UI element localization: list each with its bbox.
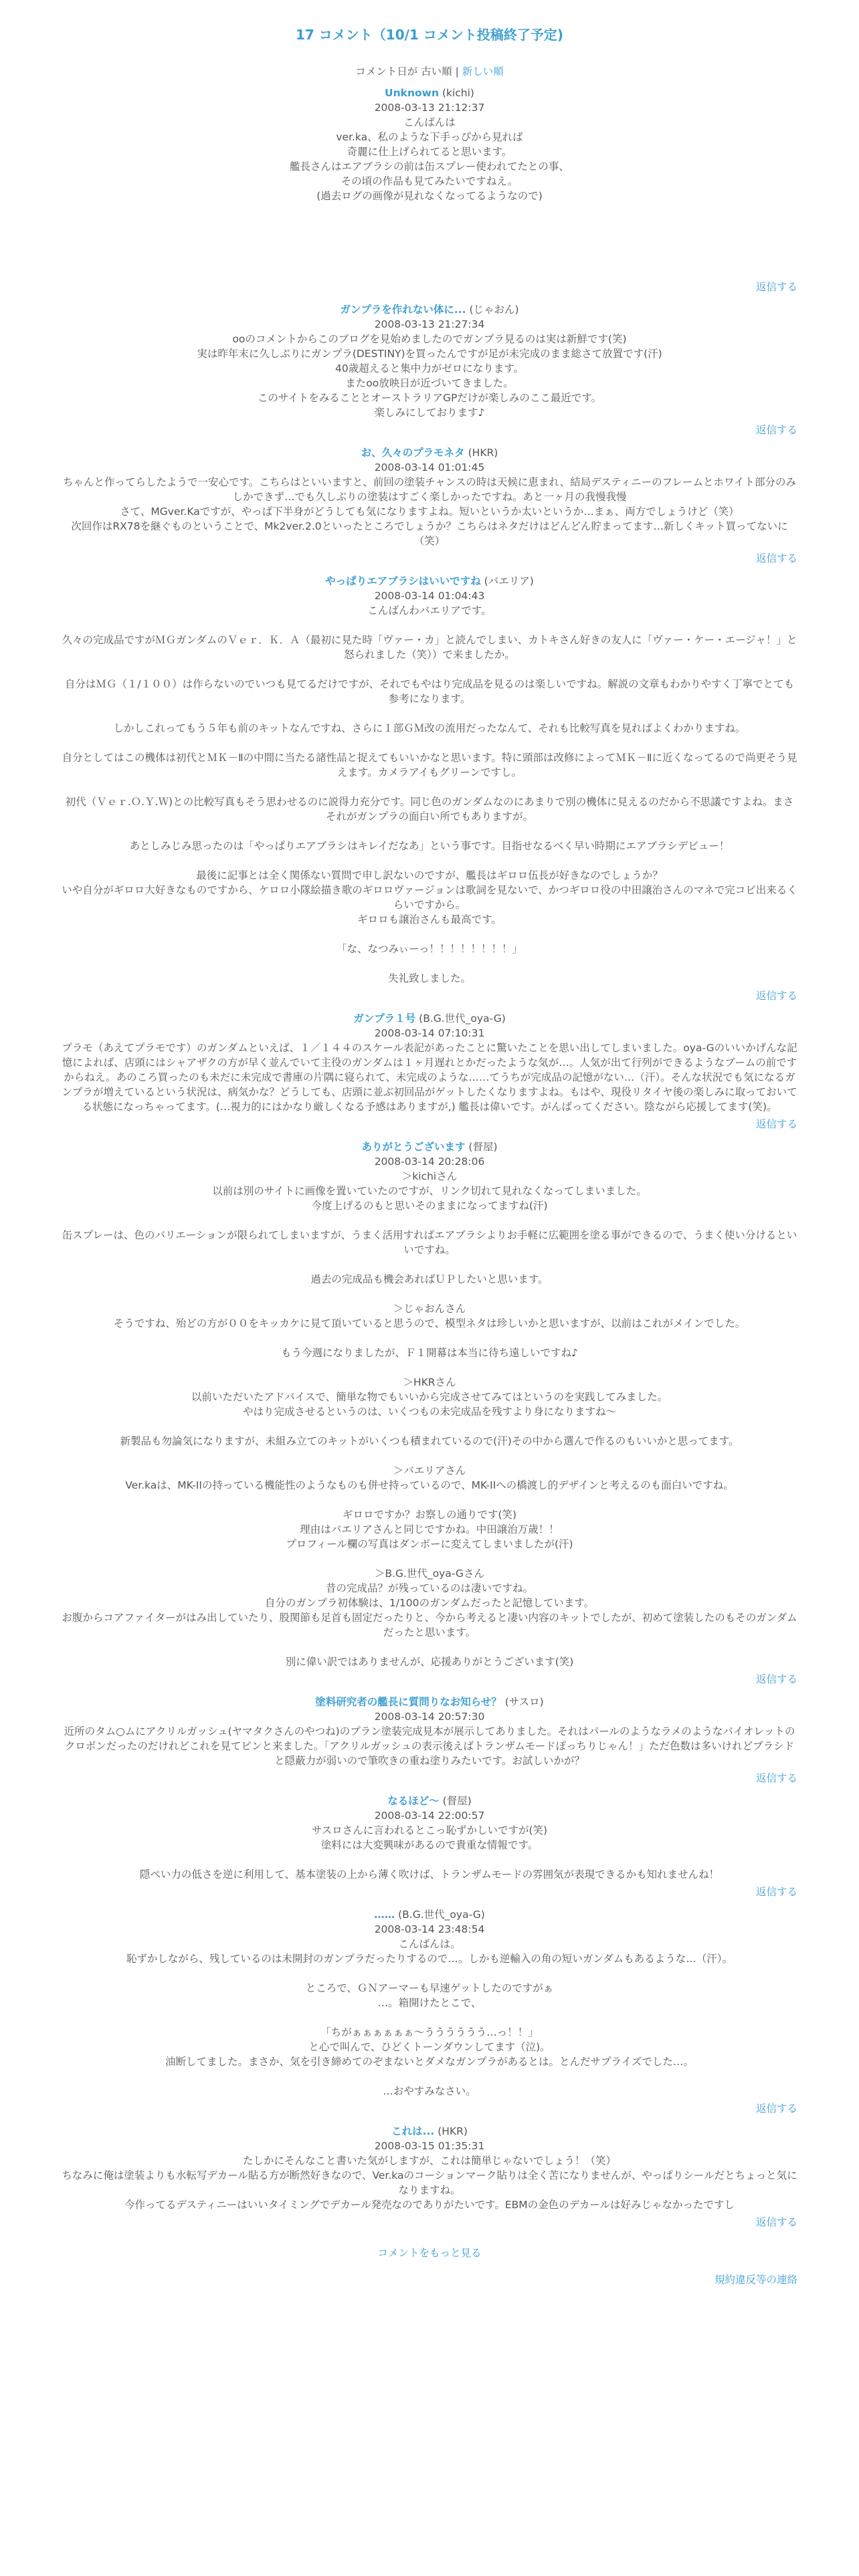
line-gap (62, 1966, 797, 1981)
comment-author: (B.G.世代_oya-G) (419, 1012, 506, 1025)
comment-line: 自分としてはこの機体は初代とＭＫ－Ⅱの中間に当たる諸性品と捉えてもいいかなと思います。特に頭部は改修によってＭＫ－Ⅱに近くなってるので尚更そう見えます。カメラアイもグリーンですし。 (62, 752, 797, 778)
comment-line: 「な、なつみぃーっ！！！！！！！！」 (337, 943, 522, 955)
line-gap (62, 1852, 797, 1867)
comment-line: お腹からコアファイターがはみ出していたり、股関節も足首も固定だったりと、今から考えると凄い内容のキットでしたが、初めて塗装したのもそのガンダムだったと思います。 (62, 1612, 797, 1638)
reply-link[interactable]: 返信する (755, 424, 797, 436)
comment-body (62, 1041, 797, 1114)
comment-line: その頃の作品も見てみたいですねえ。 (341, 175, 518, 187)
reply-row (62, 551, 797, 566)
comment-header (62, 1140, 797, 1154)
comment (62, 2124, 797, 2230)
comment-line: と心で叫んで、ひどくトーンダウンしてます（泣)。 (308, 2041, 551, 2053)
comment-line: 初代（Ｖｅｒ.Ｏ.Ｙ.Ｗ)との比較写真もそう思わせるのに説得力充分です。同じ色のガンダムなのにあまりで別の機体に見えるのだから不思議ですよね。まさそれがガンプラの面白い所でもありますが。 (65, 796, 794, 823)
comment (62, 1907, 797, 2116)
comment-header (62, 445, 797, 460)
comment-line: こんばんわバエリアです。 (367, 605, 492, 617)
comment-line: プロフィール欄の写真はダンボーに変えてしまいましたが(汗) (286, 1538, 573, 1550)
comment-line: 最後に記事とは全く関係ない質問で申し訳ないのですが、艦長はギロロ伍長が好きなのでしょうか？ (196, 869, 663, 881)
reply-link[interactable]: 返信する (755, 1673, 797, 1685)
comment-header (62, 574, 797, 588)
comment-line: 過去の完成品も機会あればＵＰしたいと思います。 (310, 1273, 549, 1285)
comment-title-link[interactable]: これは... (391, 2125, 435, 2137)
comment (62, 86, 797, 294)
comment (62, 302, 797, 437)
comment-line: ＞B.G.世代_oya-Gさん (374, 1568, 485, 1580)
comment-line: ギロロですか？お察しの通りです(笑) (342, 1509, 517, 1521)
comment-line: しかしこれってもう５年も前のキットなんですね、さらに１部ＧＭ改の流用だったなんて、それも比較写真を見ればよくわかりますね。 (113, 722, 746, 734)
line-gap (62, 853, 797, 868)
comment-header (62, 1695, 797, 1709)
comment-date: 2008-03-14 01:01:45 (374, 461, 485, 473)
comment-title-link[interactable]: ありがとうございます (361, 1141, 466, 1153)
comment-date: 2008-03-14 20:28:06 (374, 1156, 485, 1168)
line-gap (62, 247, 797, 262)
comment-line: 自分はＭＧ（１/１００）は作らないのでいつも見てるだけですが、それでもやはり完成品を見るのは楽しいですね。解説の文章もわかりやすく丁寧でとても参考になります。 (64, 678, 795, 705)
comment-line: いや自分がギロロ大好きなものですから、ケロロ小隊絵描き歌のギロロヴァージョンは歌詞を見ないで、かつギロロ役の中田譲治さんのマネで完コピ出来るくらいですから。 (62, 884, 797, 911)
comment-title-link[interactable]: お、久々のプラモネタ (361, 447, 465, 459)
line-gap (62, 1448, 797, 1463)
comment-header (62, 1907, 797, 1922)
comment-line: またoo放映日が近づいてきました。 (345, 377, 514, 389)
comment-line: ＞kichiさん (401, 1170, 458, 1182)
line-gap (62, 262, 797, 277)
comment-line: やはり完成させるというのは、いくつもの未完成品を残すより身になりますね〜 (242, 1406, 616, 1418)
comment-line: 昔の完成品？が残っているのは凄いですね。 (325, 1582, 533, 1594)
reply-link[interactable]: 返信する (755, 990, 797, 1002)
comment-body (62, 603, 797, 986)
comment-header (62, 86, 797, 100)
comment-line: もう今週になりましたが、Ｆ１開幕は本当に待ち遠しいですね♪ (281, 1347, 578, 1359)
reply-row (62, 2101, 797, 2116)
comment-line: ギロロも譲治さんも最高です。 (357, 914, 502, 926)
comment-header (62, 1794, 797, 1808)
line-gap (62, 927, 797, 942)
comment-line: 新製品も勿論気になりますが、未組み立てのキットがいくつも積まれているので(汗)その中から選んで作るのもいいかと思ってます。 (120, 1435, 739, 1447)
reply-row (62, 1117, 797, 1132)
line-gap (62, 824, 797, 839)
comment-line: …。箱開けたとこで、 (377, 1997, 482, 2009)
comment-body (62, 1724, 797, 1768)
line-gap (62, 233, 797, 247)
reply-row (62, 1672, 797, 1687)
reply-row (62, 2215, 797, 2230)
comment-body (62, 332, 797, 420)
comment-date: 2008-03-13 21:12:37 (374, 102, 485, 114)
line-gap (62, 1360, 797, 1375)
comment-line: 次回作はRX78を継ぐものということで、Mk2ver.2.0といったところでしょうか？こちらはネタだけはどんどん貯まってます…新しくキット買ってないに（笑） (71, 520, 788, 547)
comment-title-link[interactable]: ガンプラ１号 (353, 1012, 416, 1025)
comment-line: 恥ずかしながら、残しているのは未開封のガンプラだったりするので…。しかも逆輸入の角の短いガンダムもあるような…（汗）。 (126, 1953, 733, 1965)
comment-line: ＞HKRさん (403, 1376, 456, 1388)
comment-title-link[interactable]: Unknown (385, 87, 439, 99)
comment-body (62, 1823, 797, 1882)
comment-author: (HKR) (438, 2125, 468, 2137)
comment-line: あとしみじみ思ったのは「やっぱりエアブラシはキレイだなあ」という事です。目指せなるべく早い時期にエアブラシデビュー！ (129, 840, 730, 852)
line-gap (62, 203, 797, 218)
comment-line: 隠ぺい力の低さを逆に利用して、基本塗装の上から薄く吹けば、トランザムモードの雰囲気が表現できるかも知れませんね！ (139, 1868, 720, 1881)
comment-line: こんばんは (403, 116, 456, 128)
comment-header (62, 302, 797, 317)
more-comments-link[interactable]: コメントをもっと見る (377, 2247, 482, 2259)
reply-link[interactable]: 返信する (755, 552, 797, 564)
line-gap (62, 736, 797, 750)
comment-author: (B.G.世代_oya-G) (398, 1909, 485, 1921)
comment-author: (バエリア) (484, 575, 534, 587)
reply-row (62, 1885, 797, 1899)
comment (62, 1695, 797, 1786)
line-gap (62, 1257, 797, 1272)
comment (62, 445, 797, 566)
sort-oldest: 古い順 (421, 66, 452, 78)
comment-title-link[interactable]: 塗料研究者の艦長に質問りなお知らせ？ (315, 1696, 502, 1708)
comment-date: 2008-03-14 01:04:43 (374, 590, 485, 602)
comment (62, 1140, 797, 1687)
line-gap (62, 1640, 797, 1654)
comment-header (62, 2124, 797, 2139)
comment-line: たしかにそんなこと書いた気がしますが、これは簡単じゃないでしょう！（笑） (242, 2155, 616, 2167)
comment-line: ＞じゃおんさん (393, 1303, 466, 1315)
line-gap (62, 706, 797, 721)
line-gap (62, 1331, 797, 1346)
comment-line: プラモ（あえてプラモです）のガンダムといえば、１／１４４のスケール表記があったことに驚いたことを思い出してしまいました。oya-Gのいいかげんな記憶によれば、店頭にはシャアザクの方が早く並んでいて主役のガンダムは１ヶ月遅れとかだったような気が…。人気が出て行列ができるようなブームの前ですからねえ。あのころ買ったのも未だに未完成で書庫の片隅に寝られて、未完成のような……てうちが完成品の記憶がない…（汗）。そんな状況でも気になるガンプラが増えているという状況は、病気かな？どうしても、店頭に並ぶ初回品がゲットしたくなりますよね。もはや、現役リタイヤ後の楽しみに取っておいてる状態になっちゃってます。(…視力的にはかなり厳しくなる予感はありますが,) 艦長は偉いです。がんばってください。陰ながら応援してます(笑)。 (62, 1042, 797, 1113)
sort-separator: | (455, 66, 459, 78)
comment (62, 1011, 797, 1132)
comment-date: 2008-03-13 21:27:34 (374, 318, 485, 330)
comment-line: ちゃんと作ってらしたようで一安心です。こちらはといいますと、前回の塗装チャンスの時は天候に恵まれ、結局デスティニーのフレームとホワイト部分のみしかできず…でも久しぶりの塗装はすごく楽しかったですね。あと一ヶ月の我慢我慢 (62, 476, 796, 503)
comment-author: (サスロ) (504, 1696, 544, 1708)
reply-row (62, 1771, 797, 1786)
comment-title-link[interactable]: ガンプラを作れない体に... (340, 304, 466, 316)
comment-author: (じゃおん) (469, 304, 519, 316)
comment-line: 缶スプレーは、色のバリエーションが限られてしまいますが、うまく活用すればエアブラシよりお手軽に広範囲を塗る事ができるので、うまく使い分けるといいですね。 (62, 1229, 797, 1256)
comment-line: そうですね、殆どの方が００をキッカケに見て頂いていると思うので、模型ネタは珍しいかと思いますが、以前はこれがメインでした。 (113, 1317, 746, 1329)
comment-line: 理由はバエリアさんと同じですかね。中田譲治万歳！！ (300, 1523, 559, 1535)
comment-line: 40歳超えると集中力がゼロになります。 (335, 362, 524, 374)
reply-row (62, 423, 797, 437)
comment-line: こんばんは。 (398, 1938, 461, 1950)
comment-body (62, 1937, 797, 2099)
comment-line: ver.ka、私のような下手っぴから見れば (336, 131, 523, 143)
reply-link[interactable]: 返信する (755, 1886, 797, 1898)
comment-line: 以前は別のサイトに画像を置いていたのですが、リンク切れて見れなくなってしまいました。 (212, 1185, 647, 1197)
comment-line: さて、MGver.Kaですが、やっぱ下半身がどうしても気になりますよね。短いというか太いというか…まぁ、両方でしょうけど（笑） (120, 506, 739, 518)
comment-line: 「ちがぁぁぁぁぁぁ〜うううううう…っ！！」 (320, 2026, 539, 2038)
line-gap (62, 956, 797, 971)
comment-line: …おやすみなさい。 (383, 2085, 476, 2097)
reply-link[interactable]: 返信する (755, 2216, 797, 2228)
comment-list (62, 86, 797, 2230)
comments-section (62, 0, 797, 2287)
comment-line: 今作ってるデスティニーはいいタイミングでデカール発売なのでありがたいです。EBMの金色のデカールは好みじゃなかったですし (124, 2199, 735, 2211)
comment-author: (kichi) (442, 87, 474, 99)
comment-line: 久々の完成品ですがＭＧガンダムのＶｅｒ．Ｋ．Ａ（最初に見た時「ヴァー・カ」と読んでしまい、カトキさん好きの友人に「ヴァー・ケー・エージャ！」と怒られました（笑））で来ましたか。 (62, 634, 797, 661)
comment-line: 今度上げるのもと思いそのままになってますね(汗) (311, 1200, 548, 1212)
comment-line: Ver.kaは、MK-IIの持っている機能性のようなものも併せ持っているので、MK-IIへの橋渡し的デザインと考えるのも面白いですね。 (125, 1479, 734, 1491)
comment-author: (HKR) (468, 447, 498, 459)
comment-header (62, 1011, 797, 1026)
reply-link[interactable]: 返信する (755, 1772, 797, 1784)
comment-line: 以前いただいたアドバイスで、簡単な物でもいいから完成させてみてはというのを実践してみました。 (191, 1391, 668, 1403)
line-gap (62, 2010, 797, 2025)
reply-link[interactable]: 返信する (755, 281, 797, 293)
comment-body (62, 115, 797, 277)
line-gap (62, 1419, 797, 1434)
comment-line: 自分のガンプラ初体験は、1/100のガンダムだったと記憶しています。 (264, 1597, 595, 1609)
comment-title-link[interactable]: なるほど〜 (387, 1795, 440, 1807)
sort-order-bar (62, 64, 797, 79)
reply-link[interactable]: 返信する (755, 2103, 797, 2115)
comment-title-link[interactable]: やっぱりエアブラシはいいですね (325, 575, 481, 587)
line-gap (62, 218, 797, 233)
comment-line: 近所のタム○ムにアクリルガッシュ(ヤマタクさんのやつね)のプラン塗装完成見本が展示してありました。それはパールのようなラメのようなバイオレットのクロボンだったのだけれどこれを見てピンと来ました。「アクリルガッシュの表示後えばトランザムモードぽっちりじゃん！」ただ色数は多いけれどプラシドと隠蔽力が弱いので筆吹きの重ね塗りみたいです。お試しいかが？ (64, 1725, 795, 1767)
comment-line: 別に偉い訳ではありませんが、応援ありがとうございます(笑) (285, 1656, 574, 1668)
line-gap (62, 1493, 797, 1507)
line-gap (62, 1551, 797, 1566)
comment-line: 失礼致しました。 (387, 972, 471, 984)
comment-line: ooのコメントからこのブログを見始めましたのでガンプラ見るのは実は新鮮です(笑) (232, 333, 627, 345)
comment-line: このサイトをみることとオーストラリアGPだけが楽しみのここ最近です。 (257, 392, 602, 404)
comment-body (62, 475, 797, 548)
reply-row (62, 988, 797, 1003)
line-gap (62, 662, 797, 677)
comment-line: 実は昨年末に久しぶりにガンプラ(DESTINY)を買ったんですが足が未完成のまま総さて放置です(汗) (197, 348, 662, 360)
line-gap (62, 1287, 797, 1301)
sort-newest-link[interactable]: 新しい順 (462, 66, 504, 78)
comment-line: ＞バエリアさん (393, 1465, 466, 1477)
comment-date: 2008-03-14 23:48:54 (374, 1923, 485, 1935)
reply-row (62, 280, 797, 294)
comment-line: 艦長さんはエアブラシの前は缶スプレー使われてたとの事、 (290, 160, 569, 173)
comment-date: 2008-03-14 07:10:31 (374, 1027, 485, 1039)
comment-line: 楽しみにしております♪ (374, 407, 485, 419)
report-violation-link[interactable]: 規約違反等の連絡 (714, 2274, 797, 2286)
comment-line: 油断してました。まさか、気を引き締めてのぞまないとダメなガンプラがあるとは。とんだサプライズでした…。 (165, 2056, 694, 2068)
comment-line: (過去ログの画像が見れなくなってるようなので) (316, 190, 543, 202)
line-gap (62, 780, 797, 794)
comment-author: (督屋) (442, 1795, 472, 1807)
comment-body (62, 2153, 797, 2212)
comment-line: サスロさんに言われるとこっ恥ずかしいですが(笑) (311, 1824, 548, 1836)
comment-line: 塗料には大変興味があるので貴重な情報です。 (320, 1839, 539, 1851)
line-gap (62, 618, 797, 633)
line-gap (62, 2069, 797, 2084)
comment-date: 2008-03-14 22:00:57 (374, 1810, 485, 1822)
comment-line: ちなみに俺は塗装よりも水転写デカール貼る方が断然好きなので、Ver.kaのコーションマーク貼りは全く苦になりませんが、やっぱりシールだとちょっと気になりますね。 (62, 2169, 797, 2196)
comment-line: 奇麗に仕上げられてると思います。 (347, 146, 512, 158)
comment-date: 2008-03-15 01:35:31 (374, 2140, 485, 2152)
comment-line: ところで、ＧＮアーマーも早速ゲットしたのですがぁ (305, 1982, 554, 1994)
comment-author: (督屋) (468, 1141, 498, 1153)
comments-title: 17 コメント（10/1 コメント投稿終了予定) (296, 27, 563, 43)
line-gap (62, 1213, 797, 1228)
comment-title-link[interactable]: …… (374, 1909, 395, 1921)
reply-link[interactable]: 返信する (755, 1118, 797, 1130)
sort-order-label: コメント日が (355, 66, 418, 78)
comment-body (62, 1169, 797, 1669)
comment-date: 2008-03-14 20:57:30 (374, 1711, 485, 1723)
comment (62, 574, 797, 1003)
comment (62, 1794, 797, 1899)
